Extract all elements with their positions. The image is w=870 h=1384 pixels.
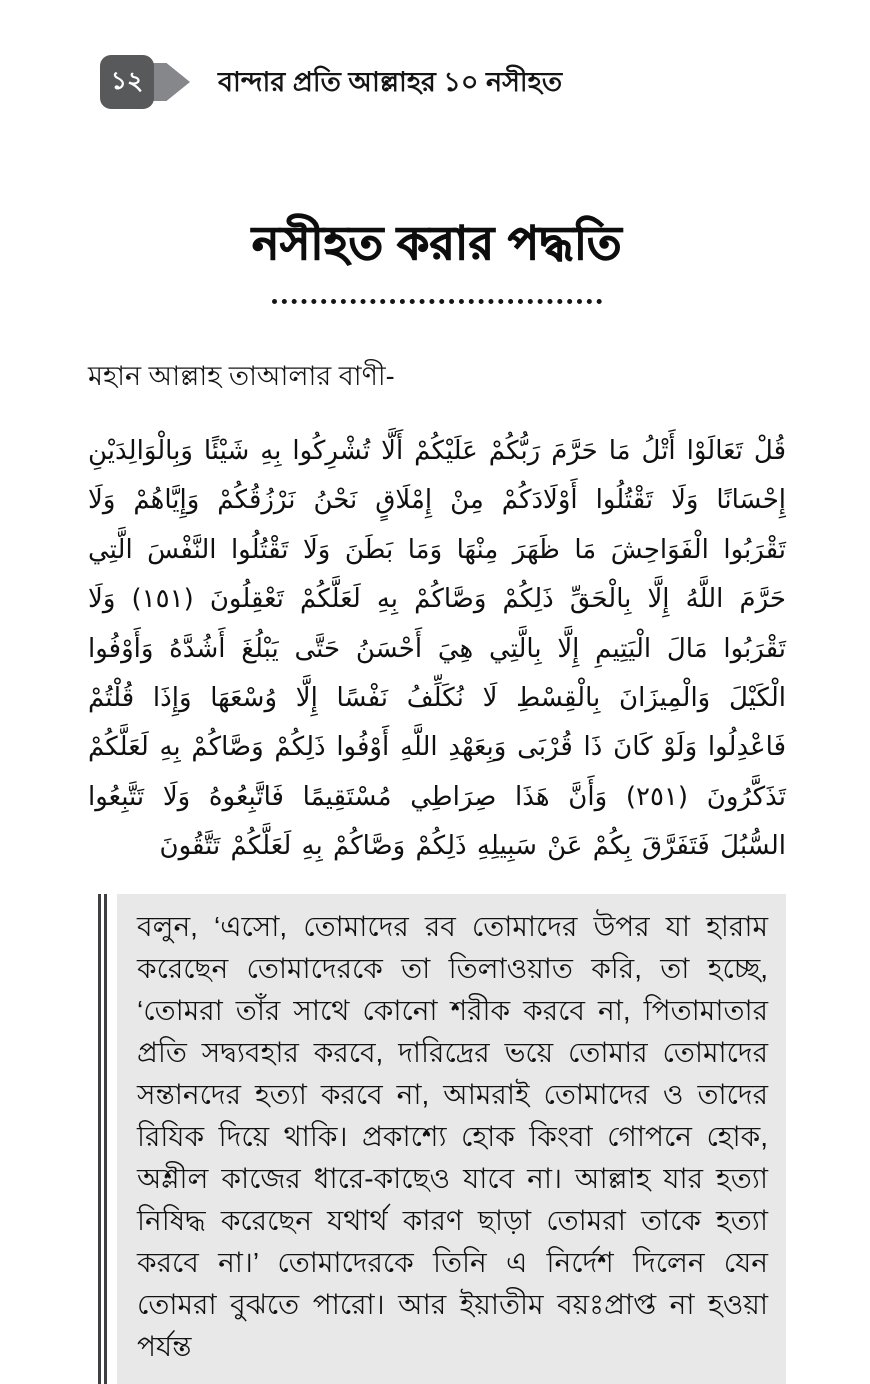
translation-quote — [98, 894, 786, 1384]
dotted-divider — [272, 299, 602, 304]
running-header — [100, 55, 786, 109]
quote-left-rule — [98, 894, 107, 1384]
arabic-verse: قُلْ تَعَالَوْا أَتْلُ مَا حَرَّمَ رَبُّكُمْ عَلَيْكُمْ أَلَّا تُشْرِكُوا بِهِ شَيْئًا وَبِالْوَالِدَيْنِ إِحْسَانًا وَلَا تَقْتُلُوا أَوْلَادَكُمْ مِنْ إِمْلَاقٍ نَحْنُ نَرْزُقُكُمْ وَإِيَّاهُمْ وَلَا تَقْرَبُوا الْفَوَاحِشَ مَا ظَهَرَ مِنْهَا وَمَا بَطَنَ وَلَا تَقْتُلُوا النَّفْسَ الَّتِي حَرَّمَ اللَّهُ إِلَّا بِالْحَقِّ ذَلِكُمْ وَصَّاكُمْ بِهِ لَعَلَّكُمْ تَعْقِلُونَ (١٥١) وَلَا تَقْرَبُوا مَالَ الْيَتِيمِ إِلَّا بِالَّتِي هِيَ أَحْسَنُ حَتَّى يَبْلُغَ أَشُدَّهُ وَأَوْفُوا الْكَيْلَ وَالْمِيزَانَ بِالْقِسْطِ لَا نُكَلِّفُ نَفْسًا إِلَّا وُسْعَهَا وَإِذَا قُلْتُمْ فَاعْدِلُوا وَلَوْ كَانَ ذَا قُرْبَى وَبِعَهْدِ اللَّهِ أَوْفُوا ذَلِكُمْ وَصَّاكُمْ بِهِ لَعَلَّكُمْ تَذَكَّرُونَ (٢٥١) وَأَنَّ هَذَا صِرَاطِي مُسْتَقِيمًا فَاتَّبِعُوهُ وَلَا تَتَّبِعُوا السُّبُلَ فَتَفَرَّقَ بِكُمْ عَنْ سَبِيلِهِ ذَلِكُمْ وَصَّاكُمْ بِهِ لَعَلَّكُمْ تَتَّقُونَ — [88, 436, 786, 862]
translation-text: বলুন, ‘এসো, তোমাদের রব তোমাদের উপর যা হারাম করেছেন তোমাদেরকে তা তিলাওয়াত করি, তা হচ্ছে, ‘তোমরা তাঁর সাথে কোনো শরীক করবে না, পিতামাতার প্রতি সদ্ব্যবহার করবে, দারিদ্রের ভয়ে তোমার তোমাদের সন্তানদের হত্যা করবে না, আমরাই তোমাদের ও তাদের রিযিক দিয়ে থাকি। প্রকাশ্যে হোক কিংবা গোপনে হোক, অশ্লীল কাজের ধারে-কাছেও যাবে না। আল্লাহ যার হত্যা নিষিদ্ধ করেছেন যথার্থ কারণ ছাড়া তোমরা তাকে হত্যা করবে না।’ তোমাদেরকে তিনি এ নির্দেশ দিলেন যেন তোমরা বুঝতে পারো। আর ইয়াতীম বয়ঃপ্রাপ্ত না হওয়া পর্যন্ত — [137, 910, 768, 1362]
section-title: নসীহত করার পদ্ধতি — [251, 217, 622, 269]
page-number-badge — [100, 55, 192, 109]
intro-line: মহান আল্লাহ তাআলার বাণী- — [88, 361, 395, 391]
translation-quote-box — [117, 894, 786, 1384]
section-title-block — [88, 209, 786, 304]
header-title: বান্দার প্রতি আল্লাহর ১০ নসীহত — [218, 66, 563, 97]
page-number: ১২ — [100, 55, 154, 109]
